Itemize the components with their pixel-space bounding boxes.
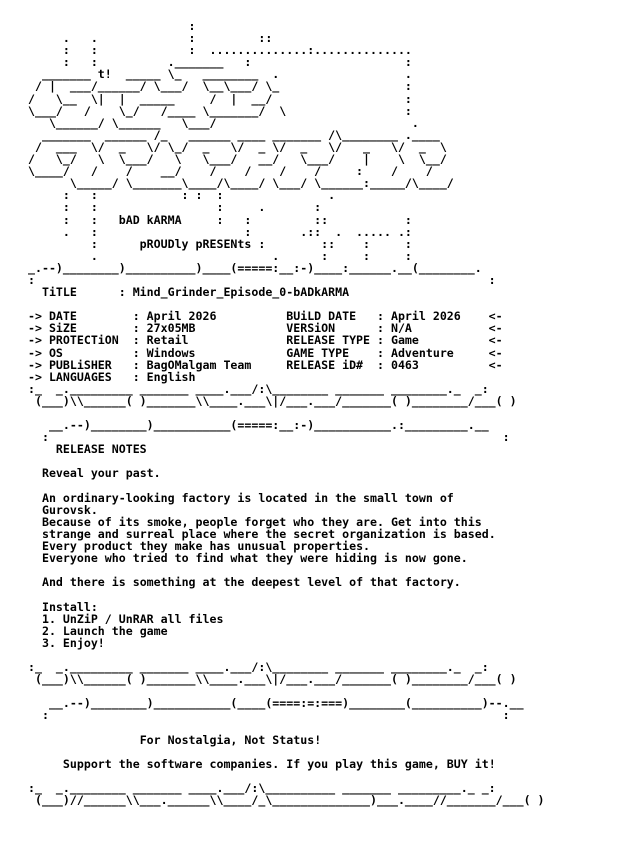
logo-art: : . . : :: : : : ..............:.............. : : ._______ : : _______ t! _____ \_ ________ . . / | ___/______/ \___/ \__\___/ \_ : / \__ \| | _____ / | __/ : \___/ / \_/ /____ \_______/ \ : \______/ \______ \___/ . _______ ______ /_ ______ ____ _______ /\________ .____ / ___ \/ _ \/ \_/ _ \/ _ \/ _ \/ _ \/ _ \ / \_/ \ \___/ \ \___/ __/ \___/ | \ \__/ \____/ / / __/ / / / / : / / \_____/ \_______\____/\____/ \___/ \______:_____/\____/ : : : : : . : : : . : : : bAD kARMA : : :: : . : : .:: . ..... .: : pROUDly pRESENts : :: : : . . : : :: [28, 19, 454, 263]
release-row: -> OS : Windows GAME TYPE : Adventure <-: [28, 345, 503, 360]
release-row: -> SiZE : 27x05MB VERSiON : N/A <-: [28, 321, 503, 336]
notes-top-border: __.--)________)___________(=====:__:-)___________.:_________.__ : :: [41, 418, 510, 445]
notes-line: 3. Enjoy!: [41, 635, 105, 650]
footer-bottom-border: :_ _.________ _______ ____.___/:\__________ _______ _________._ _: (___)//______\\___.______\\____/_\______________)___.____//_______/___( ): [28, 780, 545, 807]
notes-bottom-border: :_ _._________ _______ ____.___/:\________ _______ ________._ _: (___)\\______( )_______\\____.___\|/___.___/_______( )________/___( ): [28, 659, 517, 687]
release-row: TiTLE : Mind_Grinder_Episode_0-bADkARMA: [28, 285, 350, 300]
footer-slogan: For Nostalgia, Not Status!: [139, 732, 322, 747]
notes-line: Gurovsk.: [41, 502, 98, 517]
notes-line: 2. Launch the game: [41, 623, 168, 638]
nfo-text: [28, 20, 545, 806]
release-top-border: _.--)________)__________)____(=====:__:-)____:______.__(________. : :: [28, 260, 496, 287]
notes-line: Because of its smoke, people forget who they are. Get into this: [41, 514, 482, 529]
release-row: -> LANGUAGES : English: [28, 369, 196, 384]
notes-line: Everyone who tried to find what they were hiding is now gone.: [41, 551, 468, 566]
notes-line: strange and surreal place where the secret organization is based.: [41, 526, 496, 541]
notes-line: An ordinary-looking factory is located in the small town of: [41, 490, 454, 505]
notes-line: And there is something at the deepest level of that factory.: [41, 575, 461, 590]
notes-heading: RELEASE NOTES: [55, 442, 147, 457]
footer-support: Support the software companies. If you play this game, BUY it!: [62, 756, 496, 771]
notes-line: Reveal your past.: [41, 466, 161, 481]
footer-top-border: __.--)________)___________(____(====:=:===)________(__________)--.__ : :: [41, 696, 524, 723]
release-bottom-border: :_ _._________ _______ ____.___/:\________ _______ ________._ _: (___)\\______( )_______\\____.___\|/___.___/_______( )________/___( ): [28, 381, 517, 408]
release-row: -> DATE : April 2026 BUiLD DATE : April 2026 <-: [28, 309, 503, 324]
notes-line: Every product they make has unusual properties.: [41, 539, 371, 554]
notes-line: Install:: [41, 599, 98, 614]
release-row: -> PUBLiSHER : BagOMalgam Team RELEASE iD# : 0463 <-: [28, 357, 503, 372]
notes-line: 1. UnZiP / UnRAR all files: [41, 611, 224, 626]
release-row: -> PROTECTiON : Retail RELEASE TYPE : Game <-: [28, 333, 503, 348]
